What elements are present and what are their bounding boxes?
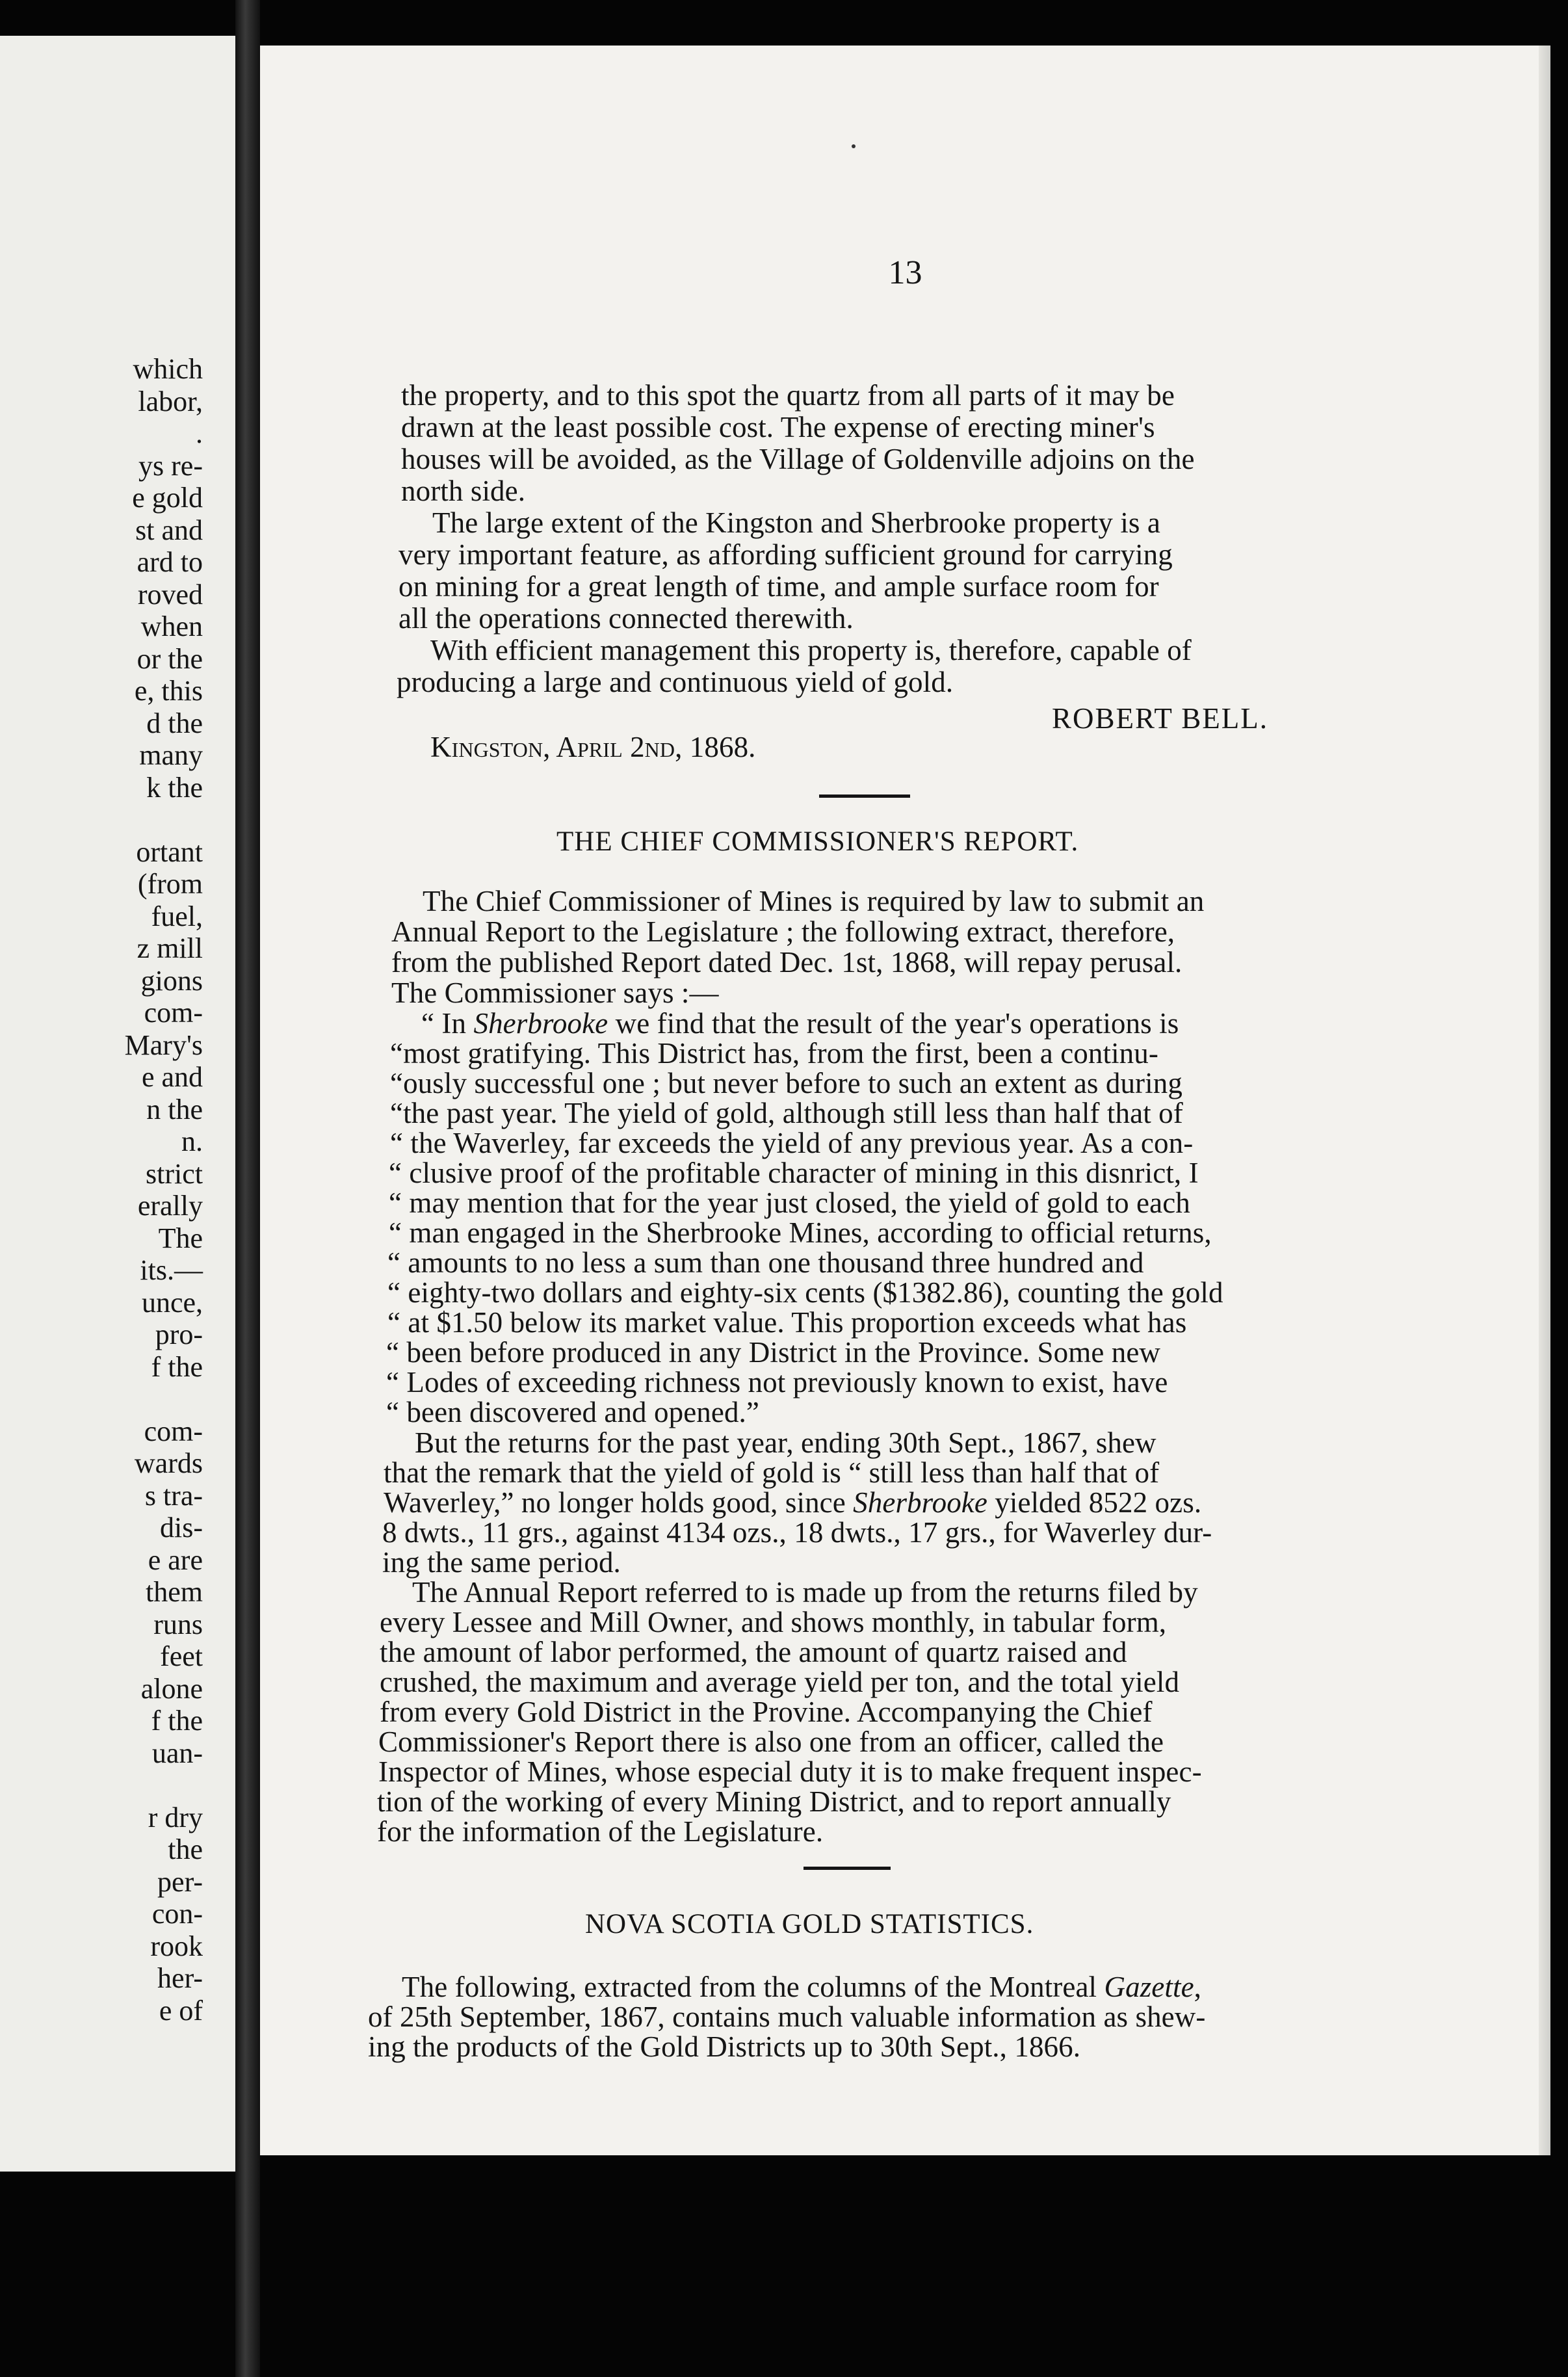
text-line: drawn at the least possible cost. The expense of erecting miner's (401, 411, 1155, 443)
text-line: producing a large and continuous yield of gold. (397, 666, 954, 698)
fragment-line: uan- (151, 1737, 203, 1769)
fragment-line: which (133, 353, 203, 385)
text-line: “ amounts to no less a sum than one thousand three hundred and (387, 1246, 1144, 1279)
fragment-line: many (139, 739, 203, 771)
fragment-line (125, 1769, 203, 1802)
page (260, 46, 1550, 2155)
text-line: Inspector of Mines, whose especial duty it is to make frequent inspec- (378, 1755, 1202, 1788)
fragment-line: r dry (148, 1801, 203, 1833)
text-line: the amount of labor performed, the amount of quartz raised and (380, 1636, 1127, 1668)
fragment-line: ys re- (138, 449, 203, 482)
fragment-line: z mill (137, 932, 203, 964)
fragment-line: ard to (137, 546, 203, 578)
fragment-line: n the (146, 1093, 203, 1125)
fragment-line: roved (137, 578, 203, 611)
fragment-line: e, this (134, 675, 203, 707)
text-line: crushed, the maximum and average yield per ton, and the total yield (380, 1666, 1180, 1698)
fragment-line: e gold (132, 482, 203, 514)
fragment-line: her- (157, 1962, 203, 1994)
fragment-line: f the (151, 1705, 203, 1737)
fragment-line: e of (159, 1994, 203, 2027)
fragment-line: pro- (155, 1319, 203, 1350)
fragment-line: gions (140, 964, 203, 997)
fragment-line: wards (134, 1447, 203, 1479)
fragment-line: strict (146, 1157, 203, 1190)
fragment-line: e are (148, 1543, 203, 1576)
fragment-line: ortant (136, 835, 203, 868)
page-number: 13 (888, 254, 922, 291)
fragment-line: com- (144, 997, 203, 1029)
text-line: ing the same period. (382, 1546, 621, 1579)
text-line: from every Gold District in the Provine. Accompanying the Chief (380, 1696, 1153, 1728)
fragment-line: dis- (160, 1512, 203, 1543)
text-line: “ Lodes of exceeding richness not previously known to exist, have (386, 1366, 1168, 1399)
fragment-line: st and (135, 514, 203, 546)
fragment-line: erally (137, 1190, 203, 1222)
text-line: The following, extracted from the columns of the Montreal Gazette, (402, 1971, 1202, 2003)
fragment-line: d the (146, 707, 203, 739)
previous-page-fragment (0, 36, 235, 2172)
fragment-line: its.— (140, 1254, 203, 1286)
text-line: With efficient management this property is, therefore, capable of (430, 634, 1192, 666)
text-line: Commissioner's Report there is also one from an officer, called the (378, 1726, 1164, 1758)
fragment-line: them (146, 1576, 203, 1608)
text-line: tion of the working of every Mining District, and to report annually (377, 1785, 1171, 1818)
section-heading: NOVA SCOTIA GOLD STATISTICS. (585, 1909, 1034, 1939)
text-line: north side. (401, 475, 526, 507)
fragment-line: feet (160, 1640, 203, 1672)
text-line: the property, and to this spot the quartz from all parts of it may be (401, 379, 1175, 412)
text-line: Annual Report to the Legislature ; the following extract, therefore, (391, 915, 1175, 948)
text-line: The large extent of the Kingston and Sherbrooke property is a (432, 506, 1160, 539)
text-line: 8 dwts., 11 grs., against 4134 ozs., 18 dwts., 17 grs., for Waverley dur- (382, 1516, 1212, 1549)
text-line: of 25th September, 1867, contains much valuable information as shew- (368, 2001, 1206, 2033)
dust-speck (852, 144, 856, 148)
text-line: “ eighty-two dollars and eighty-six cents ($1382.86), counting the gold (387, 1276, 1223, 1309)
fragment-line: when (140, 611, 203, 642)
fragment-line (125, 804, 203, 836)
text-line: Waverley,” no longer holds good, since Sherbrooke yielded 8522 ozs. (384, 1486, 1202, 1519)
fragment-line: or the (137, 642, 203, 675)
fragment-line: . (196, 417, 203, 449)
text-line: “ clusive proof of the profitable character of mining in this disnrict, I (389, 1157, 1199, 1189)
text-line: The Commissioner says :— (391, 977, 719, 1009)
signature: ROBERT BELL. (1052, 702, 1268, 735)
fragment-line: n. (181, 1125, 203, 1157)
text-line: “ously successful one ; but never before to such an extent as during (390, 1067, 1183, 1099)
fragment-line: labor, (138, 385, 203, 417)
fragment-line: com- (144, 1415, 203, 1447)
fragment-line: The (158, 1222, 203, 1254)
fragment-line: unce, (141, 1286, 203, 1319)
text-line: “ been before produced in any District in the Province. Some new (386, 1336, 1161, 1369)
fragment-line: per- (157, 1865, 203, 1898)
section-heading: THE CHIEF COMMISSIONER'S REPORT. (556, 826, 1079, 857)
section-rule (804, 1867, 891, 1870)
text-line: “ may mention that for the year just closed, the yield of gold to each (389, 1187, 1190, 1219)
fragment-line: k the (146, 771, 203, 804)
text-line: “ In Sherbrooke we find that the result of the year's operations is (421, 1007, 1179, 1040)
fragment-line: f the (151, 1350, 203, 1383)
fragment-line: alone (140, 1672, 203, 1705)
text-line: very important feature, as affording sufficient ground for carrying (399, 538, 1173, 571)
text-line: But the returns for the past year, ending 30th Sept., 1867, shew (415, 1426, 1156, 1459)
text-line: that the remark that the yield of gold is “ still less than half that of (384, 1456, 1160, 1489)
fragment-line: s tra- (144, 1479, 203, 1512)
text-line: “ man engaged in the Sherbrooke Mines, according to official returns, (389, 1216, 1212, 1249)
fragment-line: runs (153, 1608, 203, 1640)
text-line: on mining for a great length of time, and ample surface room for (399, 570, 1159, 603)
section-rule (819, 795, 910, 798)
text-line: “most gratifying. This District has, from the first, been a continu- (390, 1037, 1158, 1070)
book-gutter (235, 0, 260, 2377)
text-line: ing the products of the Gold Districts up to 30th Sept., 1866. (368, 2030, 1081, 2063)
text-line: for the information of the Legislature. (377, 1815, 824, 1848)
text-line: “ at $1.50 below its market value. This proportion exceeds what has (387, 1306, 1187, 1339)
fragment-line: fuel, (151, 900, 203, 932)
fragment-line: rook (150, 1930, 203, 1962)
fragment-line (125, 1383, 203, 1415)
text-line: from the published Report dated Dec. 1st, 1868, will repay perusal. (391, 946, 1183, 978)
previous-page-text (125, 353, 203, 2027)
text-line: “ the Waverley, far exceeds the yield of any previous year. As a con- (390, 1127, 1194, 1159)
fragment-line: Mary's (124, 1029, 203, 1061)
fragment-line: (from (137, 868, 203, 900)
text-line: every Lessee and Mill Owner, and shows monthly, in tabular form, (380, 1606, 1167, 1638)
text-line: houses will be avoided, as the Village of Goldenville adjoins on the (401, 443, 1195, 475)
fragment-line: con- (151, 1898, 203, 1930)
fragment-line: e and (141, 1061, 203, 1093)
text-line: “ been discovered and opened.” (386, 1396, 759, 1428)
text-line: all the operations connected therewith. (399, 602, 854, 635)
text-line: The Annual Report referred to is made up from the returns filed by (412, 1576, 1198, 1609)
text-line: “the past year. The yield of gold, although still less than half that of (390, 1097, 1183, 1129)
text-line: The Chief Commissioner of Mines is required by law to submit an (423, 885, 1205, 917)
dateline: Kingston, April 2nd, 1868. (430, 731, 756, 763)
fragment-line: the (168, 1833, 203, 1865)
